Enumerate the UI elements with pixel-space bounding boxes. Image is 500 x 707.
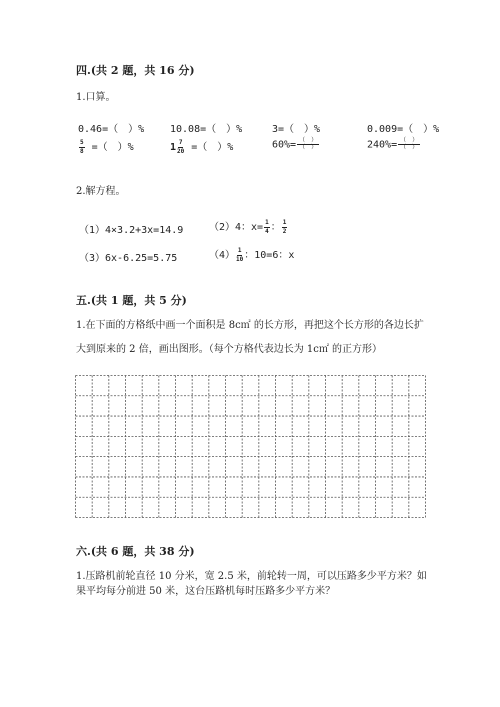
section5-title: 五.(共 1 题，共 5 分) <box>76 294 187 307</box>
equation-4: （4） $\frac{1}{10}$ ：10=6：x <box>209 246 295 263</box>
blank-fraction: $\frac{( )}{( )}$ <box>299 137 318 151</box>
fraction: $\frac{7}{20}$ <box>177 138 185 155</box>
question6-1-line1: 1.压路机前轮直径 10 分米，宽 2.5 米，前轮转一周，可以压路多少平方米？如 <box>76 571 427 582</box>
oral-calc-item-2: 10.08=（ ）% <box>170 124 243 135</box>
oral-calc-item-3: 3=（ ）% <box>272 124 321 135</box>
oral-calc-item-7: 60%= $\frac{( )}{( )}$ <box>272 137 318 151</box>
oral-calc-item-8: 240%= $\frac{( )}{( )}$ <box>367 137 419 151</box>
fraction: $\frac{1}{2}$ <box>282 218 287 235</box>
question4-1-label: 1.口算。 <box>76 92 116 103</box>
question6-1-line2: 果平均每分前进 50 米，这台压路机每时压路多少平方米？ <box>76 586 336 597</box>
fraction: $\frac{5}{8}$ <box>80 138 84 155</box>
question5-1-line2: 大到原来的 2 倍，画出图形。（每个方格代表边长为 1c㎡ 的正方形） <box>76 344 383 355</box>
oral-calc-item-5: $\frac{5}{8}$ =（ ）% <box>80 138 134 155</box>
question5-1-line1: 1.在下面的方格纸中画一个面积是 8c㎡ 的长方形，再把这个长方形的各边长扩 <box>76 320 424 331</box>
section6-title: 六.(共 6 题，共 38 分) <box>76 545 195 558</box>
grid-paper[interactable] <box>75 375 426 518</box>
oral-calc-item-4: 0.009=（ ）% <box>367 124 440 135</box>
oral-calc-item-1: 0.46=（ ）% <box>78 124 145 135</box>
question4-2-label: 2.解方程。 <box>76 186 126 197</box>
fraction: $\frac{1}{10}$ <box>236 246 244 263</box>
blank-fraction: $\frac{( )}{( )}$ <box>400 137 419 151</box>
equation-3: （3）6x-6.25=5.75 <box>79 253 178 264</box>
equation-2: （2）4：x= $\frac{1}{4}$ ： $\frac{1}{2}$ <box>209 218 287 235</box>
equation-1: （1）4×3.2+3x=14.9 <box>79 225 184 236</box>
fraction: $\frac{1}{4}$ <box>265 218 269 235</box>
section4-title: 四.(共 2 题，共 16 分) <box>76 64 195 77</box>
oral-calc-item-6: 1 $\frac{7}{20}$ =（ ）% <box>170 138 234 155</box>
